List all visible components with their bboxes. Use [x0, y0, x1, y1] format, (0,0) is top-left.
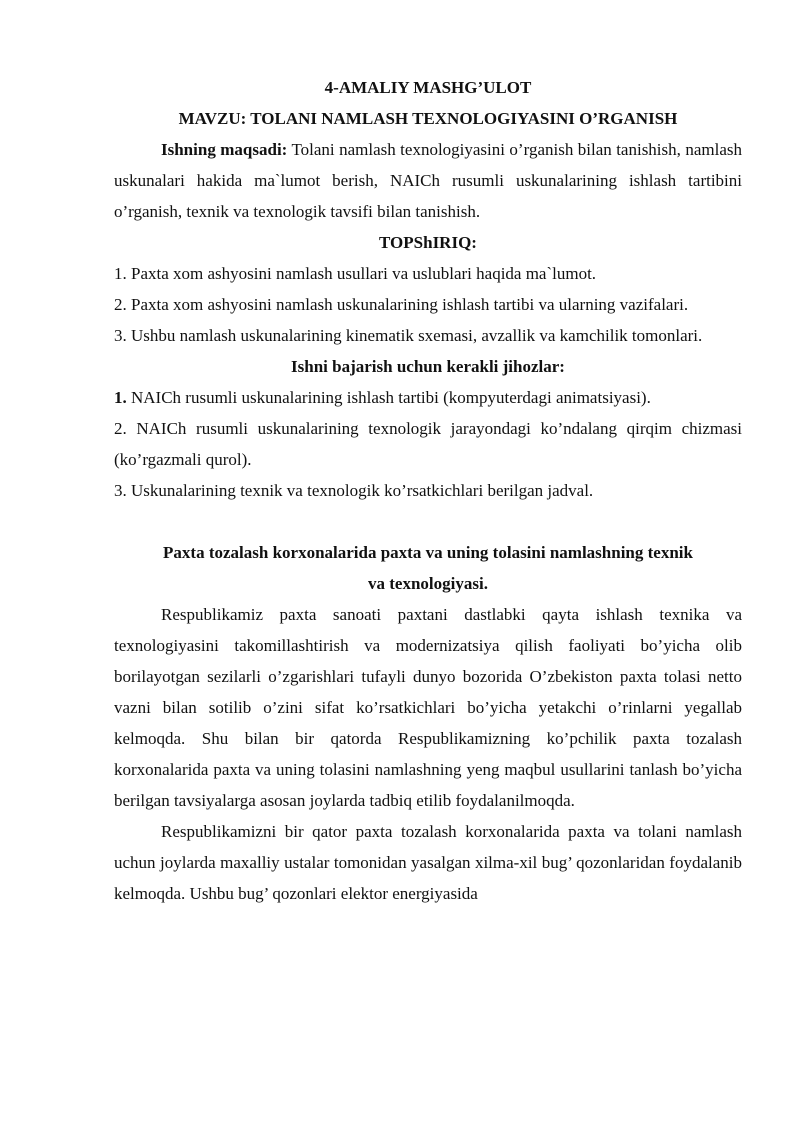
section-paragraph-1: Respublikamiz paxta sanoati paxtani dastlabki qayta ishlash texnika va texnologiyasini takomillashtirish va modernizatsiya qilish faoliyati bo’yicha olib borilayotgan sezilarli o’zgarishlari tufayli dunyo bozorida O’zbekiston paxta tolasi netto vazni bilan sotilib o’zini sifat ko’rsatkichlari bo’yicha yetakchi o’rinlarni yegallab kelmoqda. Shu bilan bir qatorda Respublikamizning ko’pchilik paxta tozalash korxonalarida paxta va uning tolasini namlashning yeng maqbul usullarini tanlash bo’yicha berilgan tavsiyalarga asosan joylarda tadbiq etilib foydalanilmoqda. — [114, 605, 742, 810]
section-paragraph-2: Respublikamizni bir qator paxta tozalash korxonalarida paxta va tolani namlash uchun joylarda maxalliy ustalar tomonidan yasalgan xilma-xil bug’ qozonlaridan foydalanib kelmoqda. Ushbu bug’ qozonlari elektor energiyasida — [114, 822, 742, 903]
topic-heading: MAVZU: TOLANI NAMLASH TEXNOLOGIYASINI O’RGANISH — [178, 109, 678, 128]
equipment-item-3: 3. Uskunalarining texnik va texnologik ko’rsatkichlari berilgan jadval. — [114, 481, 594, 500]
document-page — [114, 72, 742, 909]
equipment-item-1-number: 1. — [114, 388, 127, 407]
equipment-item-1-text: NAICh rusumli uskunalarining ishlash tartibi (kompyuterdagi animatsiyasi). — [126, 388, 651, 407]
equipment-item-1 — [114, 382, 742, 413]
goal-text: Tolani namlash texnologiyasini o’rganish bilan tanishish, namlash uskunalari hakida ma`lumot berish, NAICh rusumli uskunalarining ishlash tartibini o’rganish, texnik va texnologik tavsifi bilan tanishish. — [114, 140, 742, 221]
task-item-1: 1. Paxta xom ashyosini namlash usullari va uslublari haqida ma`lumot. — [114, 264, 597, 283]
spacer — [114, 506, 742, 537]
equipment-heading: Ishni bajarish uchun kerakli jihozlar: — [291, 357, 565, 376]
document-title: 4-AMALIY MASHG’ULOT — [324, 78, 532, 97]
goal-paragraph — [114, 134, 742, 227]
equipment-item-2: 2. NAICh rusumli uskunalarining texnologik jarayondagi ko’ndalang qirqim chizmasi (ko’rgazmali qurol). — [114, 419, 742, 469]
tasks-heading: TOPShIRIQ: — [379, 233, 477, 252]
task-item-2: 2. Paxta xom ashyosini namlash uskunalarining ishlash tartibi va ularning vazifalari. — [114, 295, 689, 314]
section-heading-line-2: va texnologiyasi. — [368, 574, 488, 593]
section-heading-line-1: Paxta tozalash korxonalarida paxta va uning tolasini namlashning texnik — [163, 543, 693, 562]
task-item-3: 3. Ushbu namlash uskunalarining kinematik sxemasi, avzallik va kamchilik tomonlari. — [114, 326, 703, 345]
goal-label: Ishning maqsadi: — [161, 140, 288, 159]
